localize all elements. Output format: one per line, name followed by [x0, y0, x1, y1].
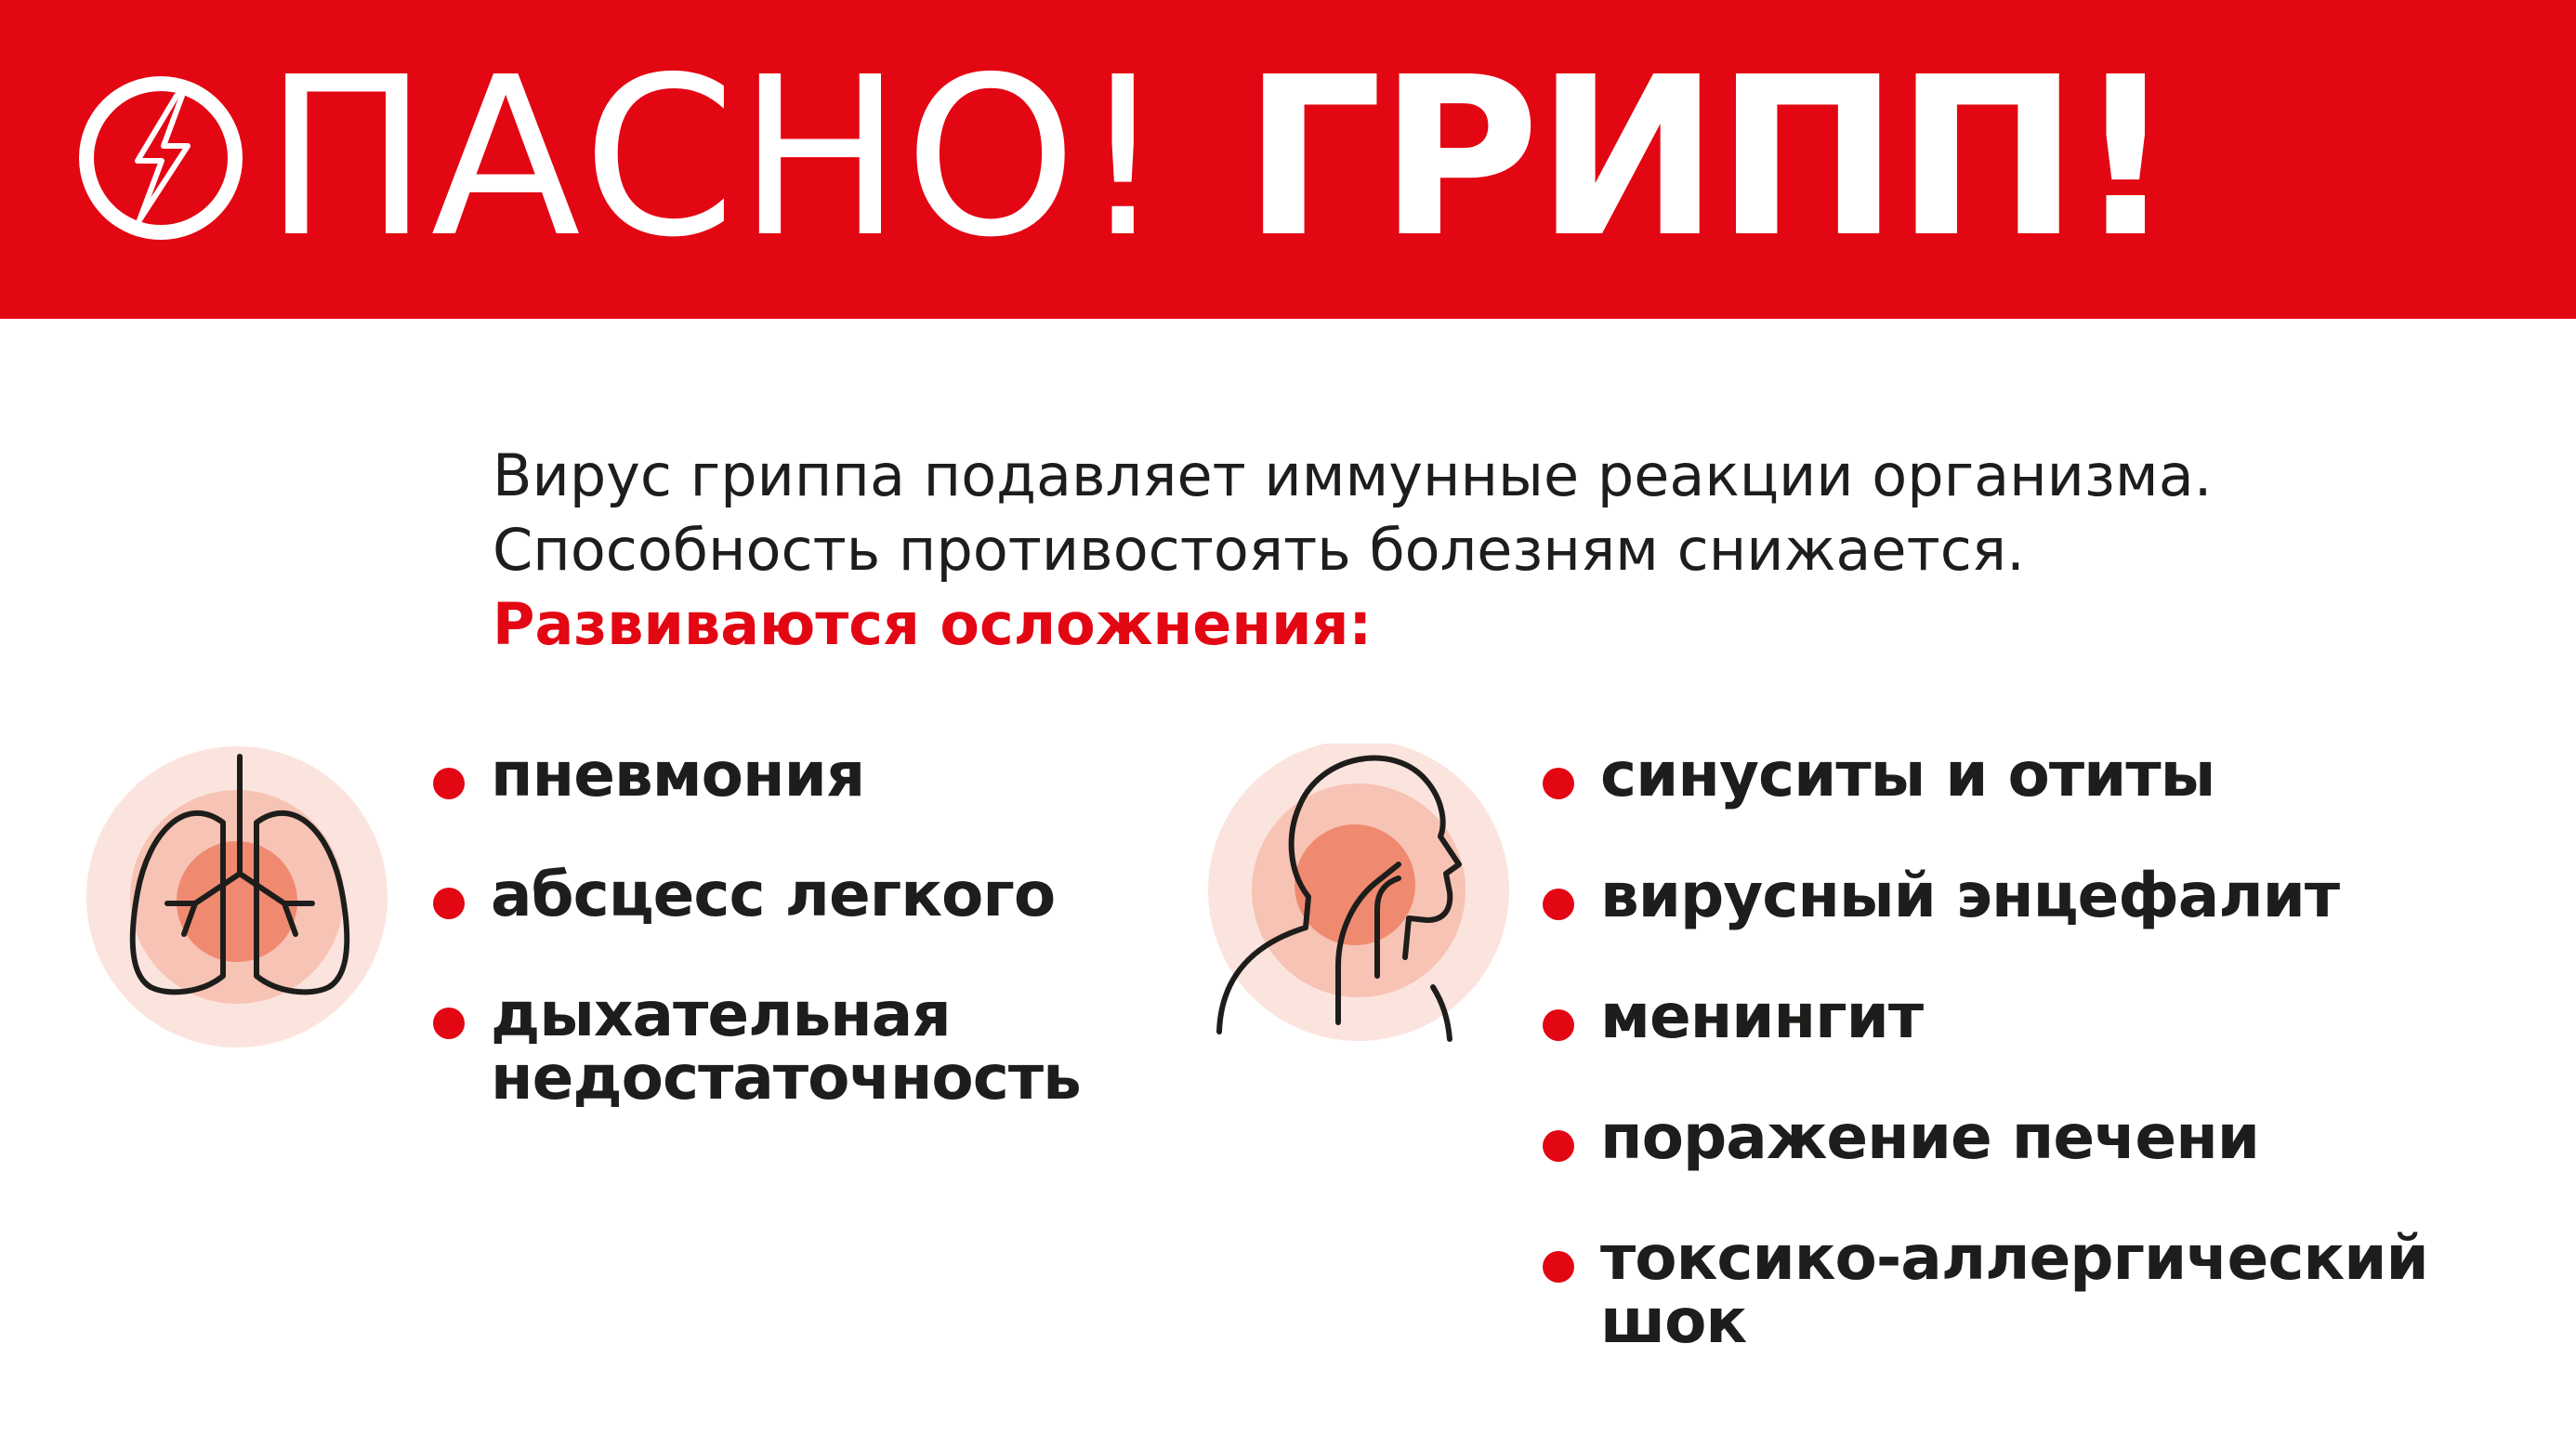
bullet-dot	[1543, 1130, 1574, 1162]
bullet-dot	[433, 1008, 465, 1039]
item-label: вирусный энцефалит	[1600, 860, 2340, 931]
list-item	[433, 979, 1232, 1113]
item-label-line-1: токсико-аллергический	[1600, 1222, 2428, 1294]
intro-paragraph	[493, 439, 2491, 662]
list-item	[1543, 1222, 2546, 1357]
complications-list-left	[433, 739, 1232, 1166]
title-warning-text: ПАСНО!	[264, 30, 1169, 285]
complications-list-right	[1543, 739, 2546, 1411]
item-label: пневмония	[491, 739, 865, 810]
bullet-dot	[433, 888, 465, 919]
bullet-dot	[1543, 889, 1574, 920]
intro-line-2: Способность противостоять болезням снижается.	[493, 516, 2025, 584]
list-item	[433, 739, 1232, 810]
item-label-line-2: недостаточность	[491, 1042, 1081, 1113]
list-item	[1543, 860, 2546, 931]
list-item	[1543, 739, 2546, 810]
intro-line-1: Вирус гриппа подавляет иммунные реакции организма.	[493, 441, 2213, 509]
list-item	[1543, 981, 2546, 1052]
item-label: синуситы и отиты	[1600, 739, 2215, 810]
list-item	[1543, 1101, 2546, 1173]
bullet-dot	[1543, 1009, 1574, 1041]
item-label: поражение печени	[1600, 1101, 2260, 1173]
page-title	[72, 30, 2173, 285]
lightning-circle-icon	[72, 70, 249, 246]
complications-heading: Развиваются осложнения:	[493, 590, 1373, 658]
bullet-dot	[433, 768, 465, 799]
bullet-dot	[1543, 1251, 1574, 1283]
title-flu-text: ГРИПП!	[1242, 30, 2173, 285]
item-label: менингит	[1600, 981, 1924, 1052]
list-item	[433, 859, 1232, 930]
item-label-line-2: шок	[1600, 1285, 1747, 1357]
bullet-dot	[1543, 768, 1574, 799]
item-label-line-1: дыхательная	[491, 979, 951, 1050]
item-label: абсцесс легкого	[491, 859, 1056, 930]
header-banner	[0, 0, 2576, 319]
head-profile-icon	[1199, 744, 1519, 1050]
lungs-icon	[84, 744, 390, 1050]
